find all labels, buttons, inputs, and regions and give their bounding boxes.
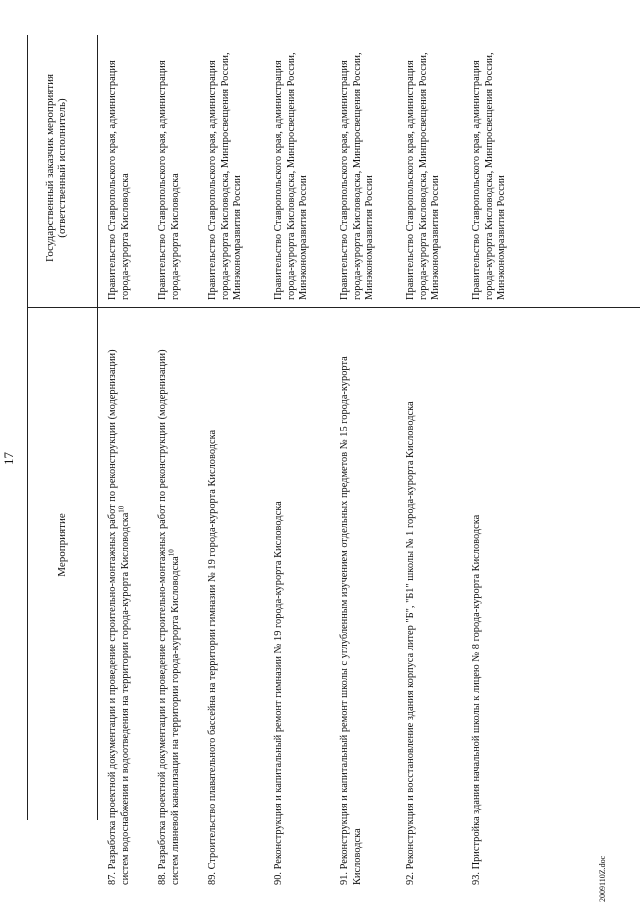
customer-cell: Правительство Ставропольского края, администрация города-курорта Кисловодска xyxy=(157,60,181,300)
header-customer-line1: Государственный заказчик мероприятия xyxy=(44,73,56,263)
activity-cell xyxy=(471,320,484,885)
activity-text: 88. Разработка проектной документации и проведение строительно-монтажных работ по реконструкции (модернизации) систем ливневой канализации на территории города-курорта Кисловодска xyxy=(157,349,181,885)
activity-cell xyxy=(157,320,182,885)
customer-cell: Правительство Ставропольского края, администрация города-курорта Кисловодска, Минпросвещения России, Минэкономразвития России xyxy=(471,52,508,300)
footnote-marker: 10 xyxy=(117,505,126,513)
header-customer-line2: (ответственный исполнитель) xyxy=(56,98,68,238)
activity-text: 92. Реконструкция и восстановление здания корпуса литер "Б", "Б1" школы № 1 города-курорта Кисловодска xyxy=(405,401,416,885)
customer-cell: Правительство Ставропольского края, администрация города-курорта Кисловодска xyxy=(107,60,131,300)
header-activity: Мероприятие xyxy=(56,513,68,577)
activity-text: 91. Реконструкция и капитальный ремонт школы с углубленным изучением отдельных предметов № 15 города-курорта Кисловодска xyxy=(339,356,363,885)
document-code: 2009110Z.doc xyxy=(598,855,607,902)
activity-cell xyxy=(207,320,220,885)
activity-cell xyxy=(405,320,418,885)
table-header-rule xyxy=(97,35,98,820)
customer-cell: Правительство Ставропольского края, администрация города-курорта Кисловодска, Минпросвещения России, Минэкономразвития России xyxy=(207,52,244,300)
table-column-divider xyxy=(27,307,640,308)
customer-cell: Правительство Ставропольского края, администрация города-курорта Кисловодска, Минпросвещения России, Минэкономразвития России xyxy=(273,52,310,300)
page-number: 17 xyxy=(1,452,16,465)
activity-cell xyxy=(107,320,132,885)
activity-text: 93. Пристройка здания начальной школы к лицею № 8 города-курорта Кисловодска xyxy=(471,514,482,885)
footnote-marker: 10 xyxy=(167,549,176,557)
activity-text: 89. Строительство плавательного бассейна на территории гимназии № 19 города-курорта Кисловодска xyxy=(207,429,218,885)
activity-cell xyxy=(273,320,286,885)
header-customer xyxy=(44,43,68,293)
activity-text: 87. Разработка проектной документации и проведение строительно-монтажных работ по реконструкции (модернизации) систем водоснабжения и водоотведения на территории города-курорта Кисловодска xyxy=(107,349,131,885)
customer-cell: Правительство Ставропольского края, администрация города-курорта Кисловодска, Минпросвещения России, Минэкономразвития России xyxy=(405,52,442,300)
activity-text: 90. Реконструкция и капитальный ремонт гимназии № 19 города-курорта Кисловодска xyxy=(273,501,284,885)
activity-cell xyxy=(339,320,364,885)
table-top-rule xyxy=(27,35,28,820)
customer-cell: Правительство Ставропольского края, администрация города-курорта Кисловодска, Минпросвещения России, Минэкономразвития России xyxy=(339,52,376,300)
